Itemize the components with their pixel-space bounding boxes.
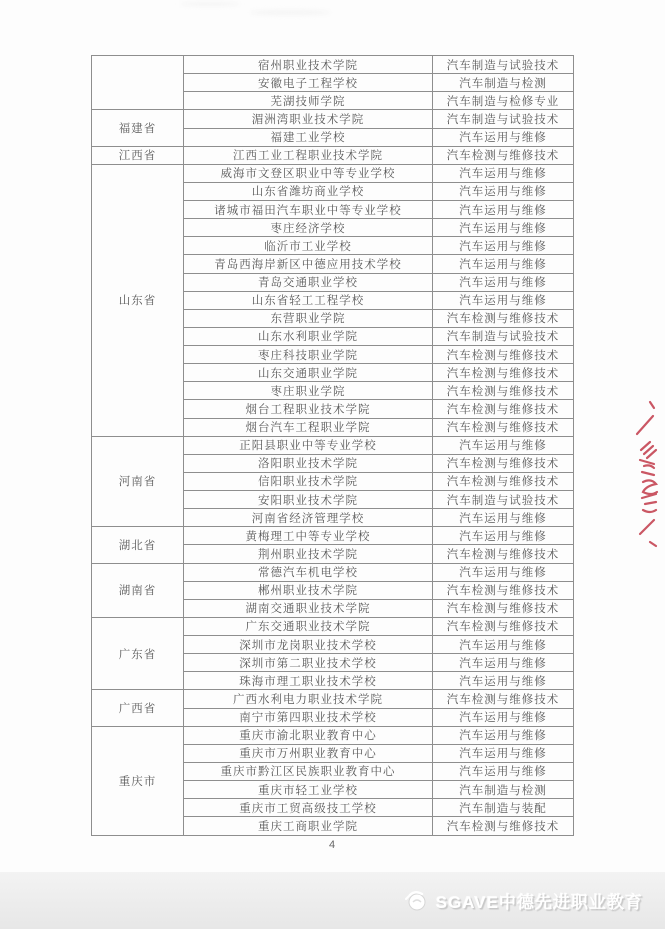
program-cell: 汽车运用与维修 (433, 708, 574, 726)
school-table-body (92, 56, 574, 836)
program-cell: 汽车运用与维修 (433, 436, 574, 454)
footer-bar (0, 872, 665, 929)
province-cell: 广西省 (92, 690, 184, 726)
scan-artifact (180, 2, 240, 6)
program-cell: 汽车运用与维修 (433, 527, 574, 545)
school-cell: 青岛西海岸新区中德应用技术学校 (184, 255, 433, 273)
program-cell: 汽车运用与维修 (433, 201, 574, 219)
school-cell: 枣庄经济学校 (184, 219, 433, 237)
program-cell: 汽车运用与维修 (433, 744, 574, 762)
province-cell: 湖北省 (92, 527, 184, 563)
school-cell: 江西工业工程职业技术学院 (184, 146, 433, 164)
school-cell: 烟台汽车工程职业学院 (184, 418, 433, 436)
school-cell: 诸城市福田汽车职业中等专业学校 (184, 201, 433, 219)
school-cell: 正阳县职业中等专业学校 (184, 436, 433, 454)
table-row (92, 146, 574, 164)
school-cell: 郴州职业技术学院 (184, 581, 433, 599)
province-cell: 江西省 (92, 146, 184, 164)
table-row (92, 563, 574, 581)
school-cell: 重庆工商职业学院 (184, 817, 433, 836)
scan-artifact (250, 10, 330, 15)
program-cell: 汽车运用与维修 (433, 219, 574, 237)
program-cell: 汽车检测与维修技术 (433, 581, 574, 599)
program-cell: 汽车制造与检测 (433, 781, 574, 799)
program-cell: 汽车运用与维修 (433, 636, 574, 654)
program-cell: 汽车检测与维修技术 (433, 346, 574, 364)
school-cell: 青岛交通职业学校 (184, 273, 433, 291)
school-cell: 珠海市理工职业技术学校 (184, 672, 433, 690)
table-row (92, 617, 574, 635)
footer-brand (403, 888, 643, 913)
program-cell: 汽车检测与维修技术 (433, 309, 574, 327)
school-cell: 安阳职业技术学院 (184, 491, 433, 509)
program-cell: 汽车运用与维修 (433, 255, 574, 273)
school-cell: 湄洲湾职业技术学院 (184, 110, 433, 128)
school-cell: 山东交通职业学院 (184, 364, 433, 382)
program-cell: 汽车运用与维修 (433, 654, 574, 672)
program-cell: 汽车检测与维修技术 (433, 617, 574, 635)
program-cell: 汽车制造与试验技术 (433, 56, 574, 74)
program-cell: 汽车制造与检修专业 (433, 92, 574, 110)
school-cell: 荆州职业技术学院 (184, 545, 433, 563)
table-row (92, 726, 574, 744)
program-cell: 汽车检测与维修技术 (433, 454, 574, 472)
school-cell: 常德汽车机电学校 (184, 563, 433, 581)
school-cell: 山东水利职业学院 (184, 327, 433, 345)
program-cell: 汽车检测与维修技术 (433, 472, 574, 490)
school-cell: 烟台工程职业技术学院 (184, 400, 433, 418)
school-cell: 信阳职业技术学院 (184, 472, 433, 490)
school-cell: 黄梅理工中等专业学校 (184, 527, 433, 545)
school-cell: 山东省潍坊商业学校 (184, 182, 433, 200)
school-cell: 深圳市第二职业技术学校 (184, 654, 433, 672)
program-cell: 汽车检测与维修技术 (433, 364, 574, 382)
program-cell: 汽车检测与维修技术 (433, 690, 574, 708)
province-cell: 湖南省 (92, 563, 184, 617)
program-cell: 汽车制造与装配 (433, 799, 574, 817)
table-row (92, 527, 574, 545)
program-cell: 汽车运用与维修 (433, 726, 574, 744)
school-cell: 重庆市渝北职业教育中心 (184, 726, 433, 744)
province-cell: 河南省 (92, 436, 184, 527)
school-cell: 东营职业学院 (184, 309, 433, 327)
province-cell: 山东省 (92, 164, 184, 436)
school-cell: 临沂市工业学校 (184, 237, 433, 255)
program-cell: 汽车运用与维修 (433, 509, 574, 527)
school-cell: 宿州职业技术学院 (184, 56, 433, 74)
program-cell: 汽车制造与试验技术 (433, 110, 574, 128)
program-cell: 汽车制造与检测 (433, 74, 574, 92)
table-row (92, 690, 574, 708)
program-cell: 汽车运用与维修 (433, 182, 574, 200)
school-cell: 重庆市工贸高级技工学校 (184, 799, 433, 817)
school-cell: 湖南交通职业技术学院 (184, 599, 433, 617)
school-cell: 枣庄职业学院 (184, 382, 433, 400)
province-cell: 广东省 (92, 617, 184, 690)
province-cell: 重庆市 (92, 726, 184, 835)
school-cell: 南宁市第四职业技术学校 (184, 708, 433, 726)
program-cell: 汽车运用与维修 (433, 563, 574, 581)
province-cell: 福建省 (92, 110, 184, 146)
program-cell: 汽车检测与维修技术 (433, 545, 574, 563)
program-cell: 汽车检测与维修技术 (433, 146, 574, 164)
program-cell: 汽车运用与维修 (433, 237, 574, 255)
school-cell: 安徽电子工程学校 (184, 74, 433, 92)
school-cell: 威海市文登区职业中等专业学校 (184, 164, 433, 182)
page-number: 4 (328, 839, 336, 851)
footer-brand-text: SGAVE中德先进职业教育 (435, 893, 643, 912)
school-cell: 枣庄科技职业学院 (184, 346, 433, 364)
school-cell: 广东交通职业技术学院 (184, 617, 433, 635)
program-cell: 汽车制造与试验技术 (433, 491, 574, 509)
school-cell: 广西水利电力职业技术学院 (184, 690, 433, 708)
school-cell: 重庆市万州职业教育中心 (184, 744, 433, 762)
program-cell: 汽车制造与试验技术 (433, 327, 574, 345)
school-cell: 福建工业学校 (184, 128, 433, 146)
table-row (92, 110, 574, 128)
school-cell: 重庆市黔江区民族职业教育中心 (184, 762, 433, 780)
program-cell: 汽车运用与维修 (433, 672, 574, 690)
province-cell (92, 56, 184, 110)
school-cell: 河南省经济管理学校 (184, 509, 433, 527)
program-cell: 汽车检测与维修技术 (433, 817, 574, 836)
table-row (92, 436, 574, 454)
table-row (92, 56, 574, 74)
school-cell: 深圳市龙岗职业技术学校 (184, 636, 433, 654)
program-cell: 汽车运用与维修 (433, 273, 574, 291)
sgave-logo-icon (403, 889, 429, 913)
school-cell: 洛阳职业技术学院 (184, 454, 433, 472)
table-row (92, 164, 574, 182)
program-cell: 汽车运用与维修 (433, 291, 574, 309)
school-cell: 山东省轻工工程学校 (184, 291, 433, 309)
school-cell: 重庆市轻工业学校 (184, 781, 433, 799)
school-program-table (91, 55, 574, 836)
program-cell: 汽车检测与维修技术 (433, 599, 574, 617)
school-cell: 芜湖技师学院 (184, 92, 433, 110)
program-cell: 汽车检测与维修技术 (433, 418, 574, 436)
program-cell: 汽车运用与维修 (433, 164, 574, 182)
program-cell: 汽车检测与维修技术 (433, 382, 574, 400)
red-handwriting-annotation (620, 398, 665, 548)
program-cell: 汽车运用与维修 (433, 762, 574, 780)
program-cell: 汽车检测与维修技术 (433, 400, 574, 418)
program-cell: 汽车运用与维修 (433, 128, 574, 146)
